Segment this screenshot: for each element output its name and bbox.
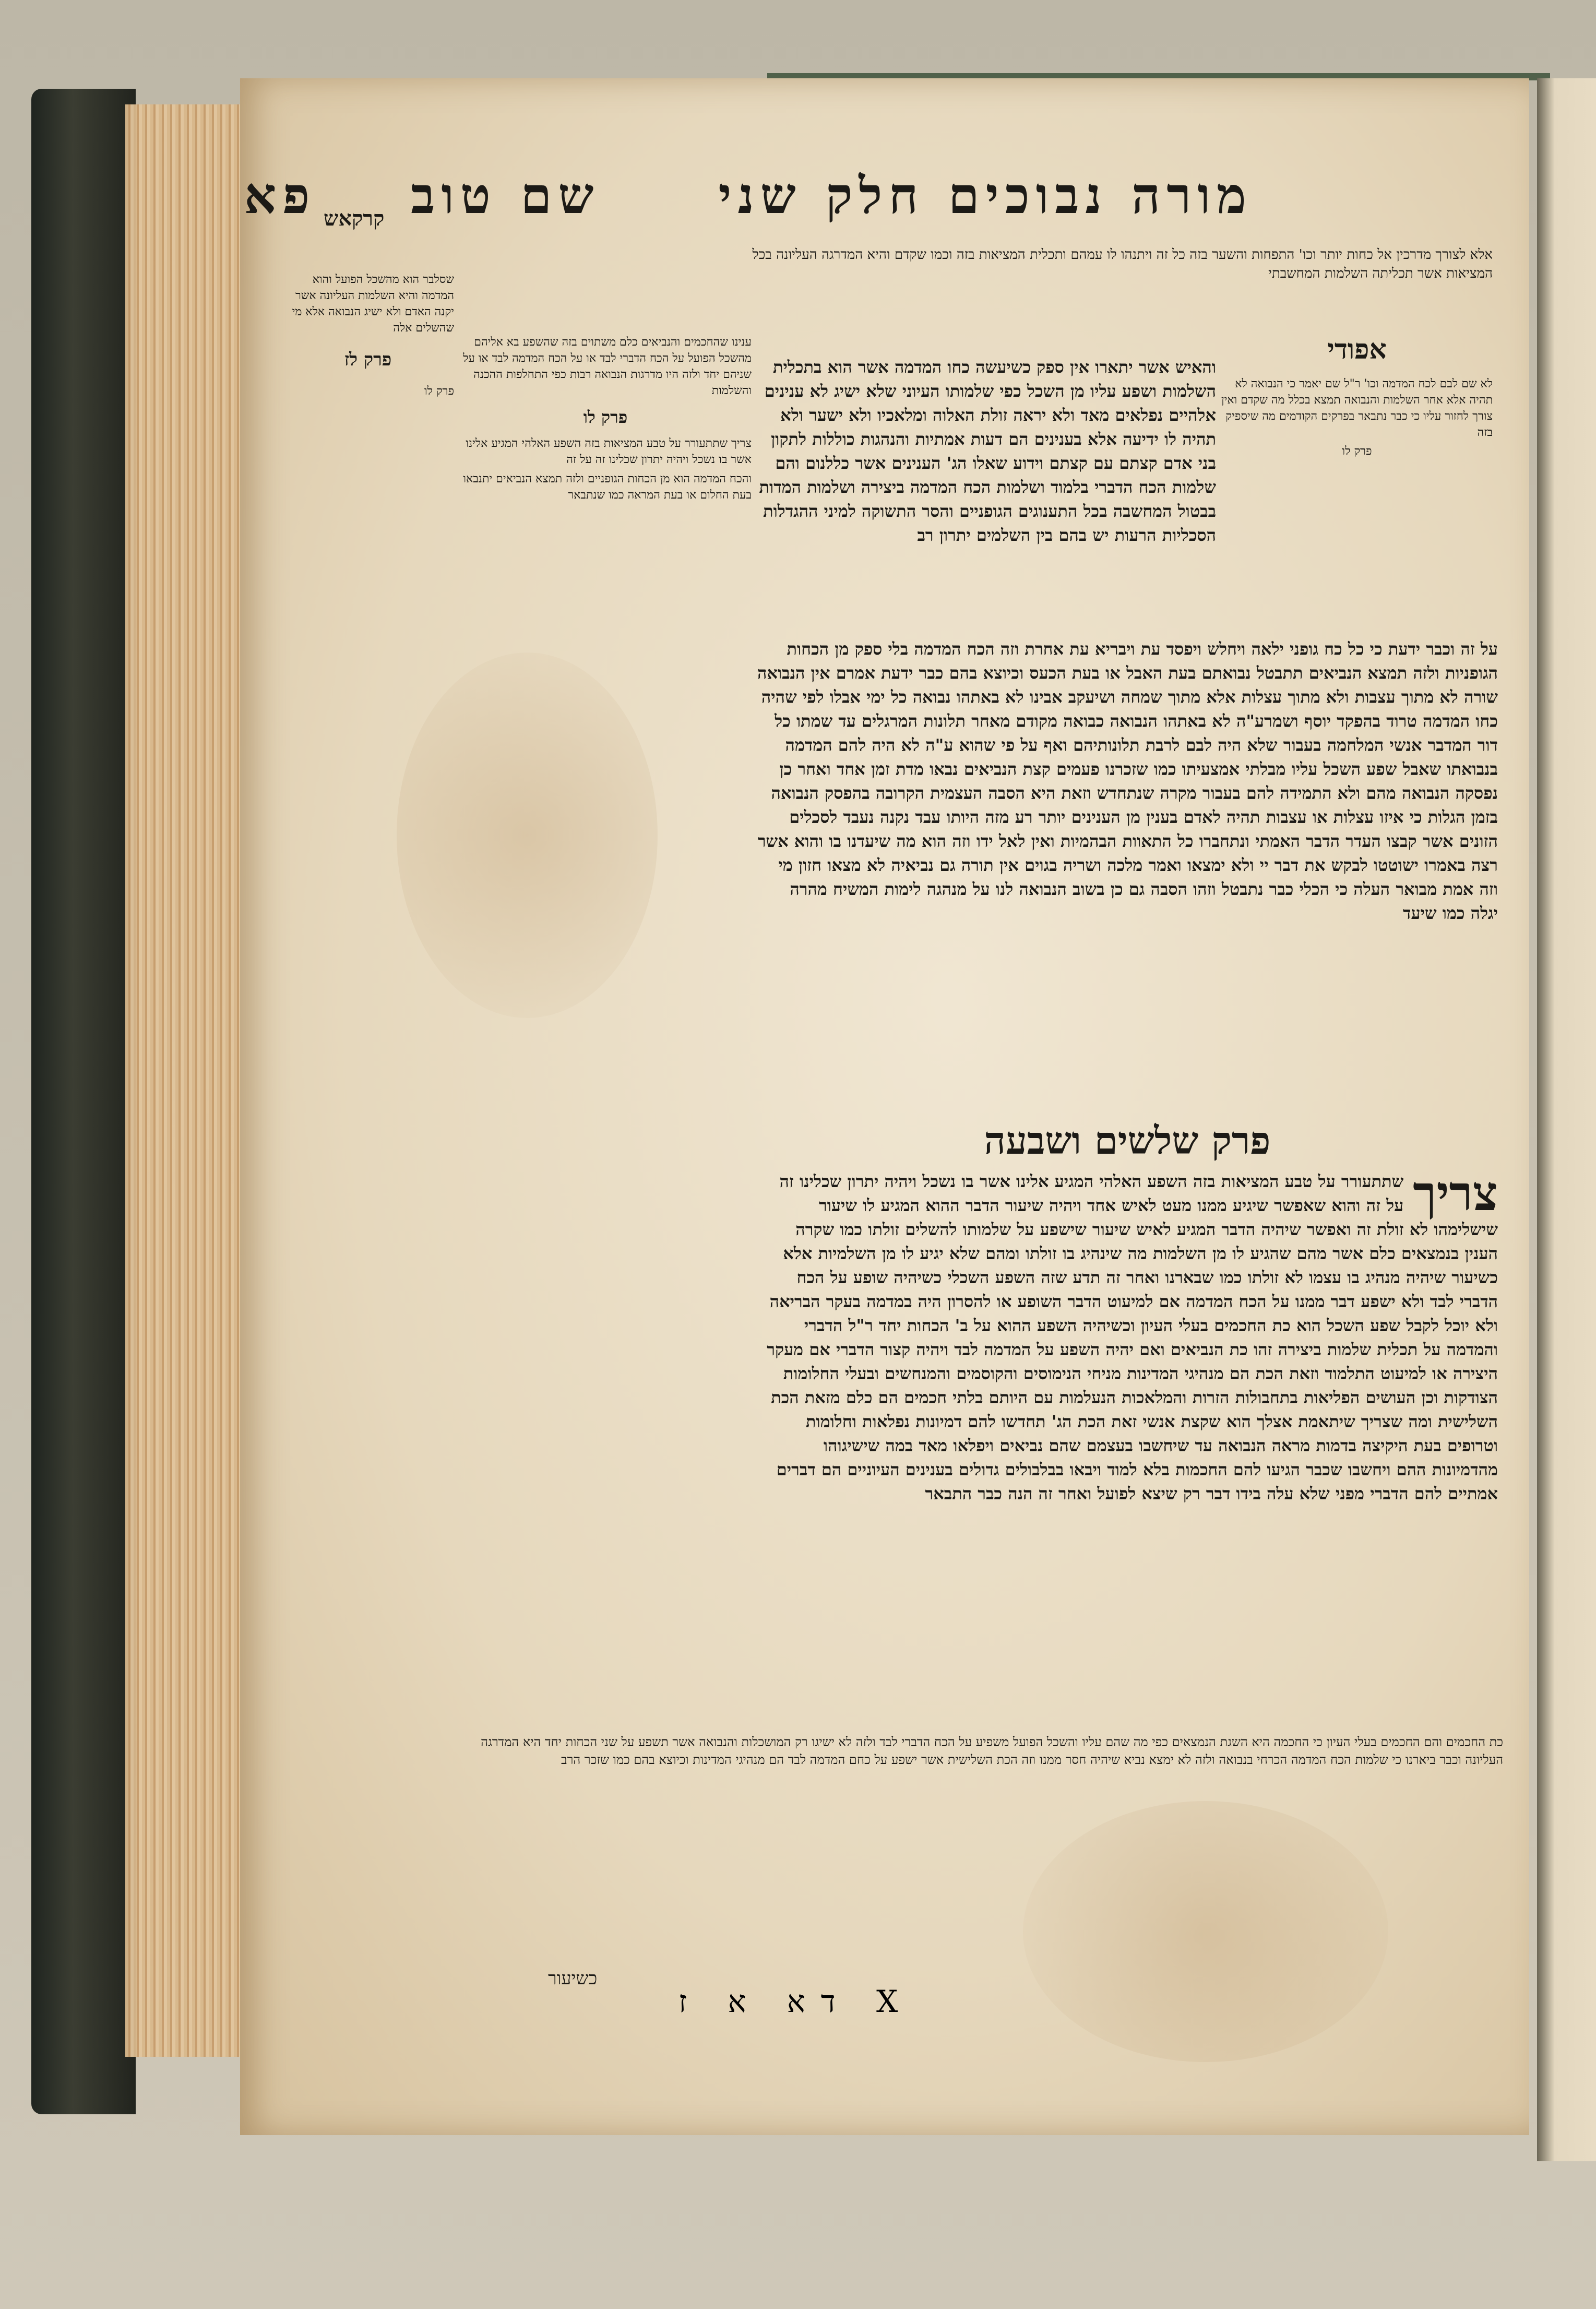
left-note-1: שסלבר הוא מהשכל הפועל והוא המדמה והיא השלמות העליונה אשר יקנה האדם ולא ישיג הנבואה אלא מי שהשלים אלה [292,273,454,335]
left-margin-commentary [282,271,454,2151]
main-text-block: על זה וכבר ידעת כי כל כח גופני ילאה ויחלש ויפסד עת ויבריא עת אחרת וזה הכח המדמה בלי ספק מן הכחות הגופניות ולזה תמצא הנביאים תתבטל נבואתם בעת האבל או בעת הכעס וכיוצא בהם כבר ידעת אמרם אין הנבואה שורה לא מתוך עצבות ולא מתוך עצלות אלא מתוך שמחה ושיעקב אבינו לא באתהו נבואה כל ימי אבלו לפי שהיה כחו המדמה טרוד בהפקד יוסף ושמרע"ה לא באתהו הנבואה כבואה מקודם מאחר תלונות המרגלים עד שמתו כל דור המדבר אנשי המלחמה בעבור שלא היה לבם לרבת תלונותיהם ואף על פי שהוא ע"ה לא היה להם המדמה בנבואתו שאבל שפע השכל עליו מבלתי אמצעיתו כמו שזכרנו פעמים קצת הנביאים נבאו מדת זמן אחד ואחר כן נפסקה הנבואה מהם ולא התמידה להם בעבור מקרה שנתחדש וזאת היא הסבה העצמית הקרובה בהפסק הנבואה בזמן הגלות כי איזו עצלות או עצבות תהיה לאדם בענין מן הענינים יותר רע מזה היותו עבד נקנה נעבד לסכלים הזונים אשר קבצו העדר הדבר האמתי ונתחברו כל התאוות הבהמיות ואין לאל ידו וזה הוא מה שיעדנו בו והוא אשר רצה באמרו ישוטטו לבקש את דבר יי ולא ימצאו ואמר מלכה ושריה בגוים אין תורה גם נביאיה לא מצאו חזון מי וזה אמת מבואר העלה כי הכלי כבר נתבטל וזהו הסבה גם כן בשוב הנבואה לנו על מנהגה לימות המשיח מהרה יגלה כמו שיעד [757,639,1498,923]
folio-number: פא [244,166,316,225]
book-binding [31,89,136,2114]
inner-main-column: והאיש אשר יתארו אין ספק כשיעשה כחו המדמה אשר הוא בתכלית השלמות ושפע עליו מן השכל כפי שלמותו העיוני שלא ישיג לא ענינים אלהיים נפלאים מאד ולא יראה זולת האלוה ומלאכיו ולא ישער ולא תהיה לו ידיעה אלא בענינים הם דעות אמתיות והנהגות כוללות לתקון בני אדם קצתם עם קצתם וידוע שאלו הג' הענינים אשר כללנום והם שלמות הכח הדברי בלמוד ושלמות הכח המדמה ביצירה ושלמות המדות בבטול המחשבה בכל התענוגים הגופניים והסר התשוקה למיני ההגדלות הסכליות הרעות יש בהם בין השלמים יתרון רב [759,357,1216,545]
facing-page-edge [1537,78,1596,2161]
middle-commentary [459,334,752,1979]
bottom-commentary: כת החכמים והם החכמים בעלי העיון כי החכמה היא השגת הנמצאים כפי מה שהם עליו והשכל הפועל משפיע על הכח הדברי לבד ולזה לא ישיגו רק המושכלות והנבואה אשר תשפע על שני הכחות יחד היא המדרגה העליונה וכבר ביארנו כי שלמות הכח המדמה הכרחי בנבואה ולזה לא ימצא נביא שיהיה חסר ממנו וזה הכת השלישית אשר ישפע על כחם המדמה לבד הם מנהיגי המדינות וכיוצא בהם כמו שזכר הרב [481,1735,1503,1767]
mid-text-1: ענינו שהחכמים והנביאים כלם משתוים בזה שהשפע בא אליהם מהשכל הפועל על הכח הדברי לבד או על הכח המדמה לבד או על שניהם יחד ולזה היו מדרגות הנבואה רבות כפי התחלפות ההכנה והשלמות [463,336,752,397]
left-chapter-label: פרק לז [344,349,392,370]
margin-label: קרקאש [324,206,385,231]
top-commentary: אלא לצורך מדרכין אל כחות יותר וכו' התפחות והשער בזה כל זה ויתנהו לו עמהם ותכלית המציאות בזה וכמו שקדם והיא המדרגה העליונה בכל המציאות אשר תכליתה השלמות המחשבתי [752,247,1493,281]
chapter-title: פרק שלשים ושבעה [984,1118,1271,1163]
outer-end-note: פרק לו [1342,445,1372,458]
mid-chapter-36: פרק לו [583,407,628,427]
mid-text-3: והכח המדמה הוא מן הכחות הגופניים ולזה תמצא הנביאים יתנבאו בעת החלום או בעת המראה כמו שנתבאר [463,472,752,502]
catchword: כשיעור [548,1968,598,1989]
mid-text-2: צריך שתתעורר על טבע המציאות בזה השפע האלהי המגיע אלינו אשר בו נשכל ויהיה יתרון שכלינו זה על זה [466,437,752,466]
left-note-2: פרק לו [424,385,454,398]
outer-commentary-heading: אפודי [1327,334,1387,365]
commentary-head: שם טוב [411,166,600,225]
chapter-37-body: שתתעורר על טבע המציאות בזה השפע האלהי המגיע אלינו אשר בו נשכל ויהיה יתרון שכלינו זה על זה והוא שאפשר שיגיע ממנו מעט לאיש אחד ויהיה שיעור הדבר ההוא המגיע לו שיעור שישלימהו לא זולת זה ואפשר שיהיה הדבר המגיע לאיש שיעור שישפע על שלמותו להשלים זולתו כמו שקרה הענין בנמצאים כלם אשר מהם שהגיע לו מן השלמות מה שינהיג בו זולתו ומהם שלא יגיע לו מן השלמיות אלא כשיעור שיהיה מנהיג בו עצמו לא זולתו כמו שבארנו ואחר זה תדע שזה השפע השכלי כשיהיה שופע על הכח הדברי לבד ולא ישפע דבר ממנו על הכח המדמה אם למיעוט הדבר השופע או להסרון היה במדמה בעקר הבריאה ולא יוכל לקבל שפע השכל הוא כת החכמים בעלי העיון וכשיהיה השפע ההוא על ב' הכחות יחד ר"ל הדברי והמדמה על תכלית שלמות ביצירה זהו כת הנביאים ואם יהיה השפע על המדמה לבד ויהיה קצור הדברי אם מעקר היצירה או למיעוט התלמוד וזאת הכת הם מנהיגי המדינות מניחי הנימוסים והקוסמים והמנחשים ובעלי החלומות הצודקות וכן העושים הפליאות בתחבולות הזרות והמלאכות הנעלמות עם היותם בלתי חכמים הם כלם מזאת הכת השלישית ומה שצריך שיתאמת אצלך הוא שקצת אנשי זאת הכת הג' תחדשו להם דמיונות נפלאות וחלומות וטרופים בעת היקיצה בדמות מראה הנבואה עד שיחשבו בעצמם שהם נביאים ויפלאו מאד במה שישיגוהו מהדמיונות ההם ויחשבו שכבר הגיעו להם החכמות בלא למוד ויבאו בבלבולים גדולים בענינים העיוניים הם דברים אמתיים להם הדברי מפני שלא עלה בידו דבר רק שיצא לפועל ואחר זה הנה כבר התבאר [767,1171,1498,1503]
outer-commentary-text: לא שם לבם לכח המדמה וכו' ר"ל שם יאמר כי הנבואה לא תהיה אלא אחר השלמות והנבואה תמצא בכלל מה שקדם ואין צורך לחזור עליו כי כבר נתבאר בפרקים הקודמים מה שיספיק בזה [1221,377,1493,439]
chapter-opening-word: צריך [1413,1165,1498,1222]
signature-mark: דא א ז X [678,1984,914,2019]
outer-commentary [1221,324,1493,637]
chapter-37-text [757,1165,1498,1733]
running-head-title: מורה נבוכים חלק שני [718,166,1253,225]
